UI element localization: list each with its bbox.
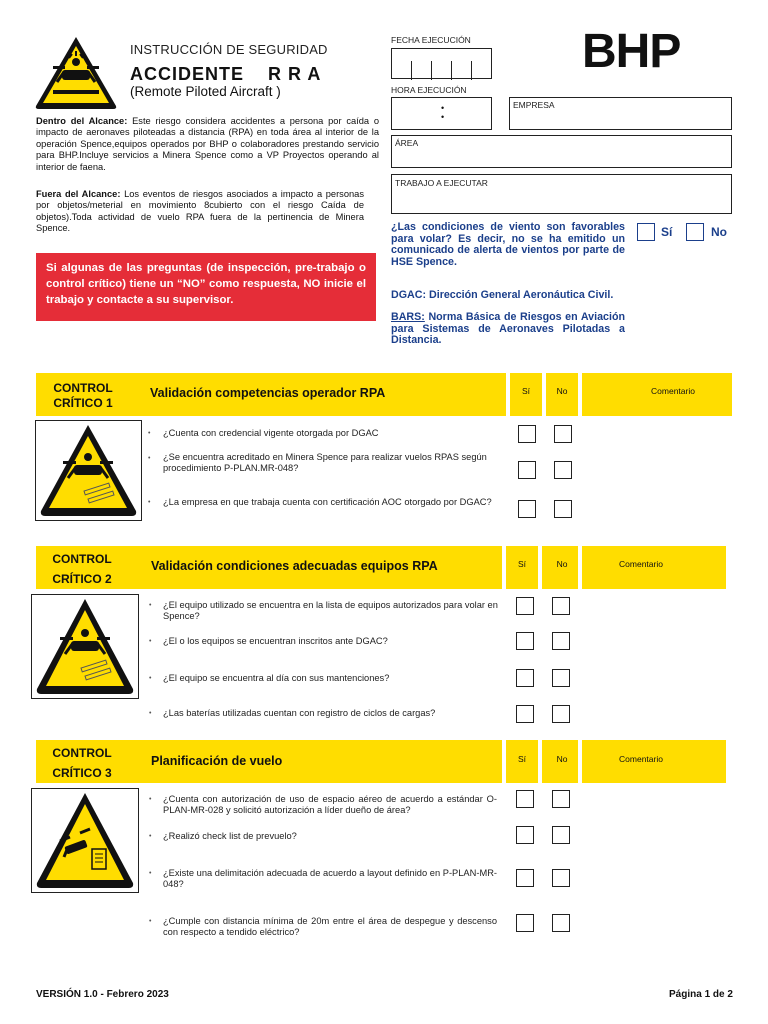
bullet-icon: • — [148, 455, 151, 462]
work-label: TRABAJO A EJECUTAR — [395, 178, 488, 188]
section-3-q3-si-checkbox[interactable] — [516, 869, 534, 887]
section-1-control-label: CONTROL CRÍTICO 1 — [53, 381, 113, 410]
section-3-col-comment: Comentario — [619, 754, 663, 764]
section-3-q4-si-checkbox[interactable] — [516, 914, 534, 932]
section-2-question-2: ¿El o los equipos se encuentran inscritos ante DGAC? — [163, 636, 388, 646]
section-1-sign-frame — [35, 420, 142, 521]
section-1-q3-no-checkbox[interactable] — [554, 500, 572, 518]
wind-yes-checkbox[interactable] — [637, 223, 655, 241]
section-2-col-comment: Comentario — [619, 559, 663, 569]
scope-out-text: Los eventos de riesgos asociados a impacto a personas por objetos/meterial en movimiento 8cubierto con el riesgo Caída de objetos).Toda actividad de vuelo RPA fuera de la pertinencia de Minera Spence. — [36, 189, 364, 234]
section-2-q4-si-checkbox[interactable] — [516, 705, 534, 723]
bullet-icon: • — [148, 430, 151, 437]
section-3-col-si: Sí — [517, 754, 527, 764]
section-3-col-no: No — [556, 754, 568, 764]
section-2-question-4: ¿Las baterías utilizadas cuentan con registro de ciclos de cargas? — [163, 708, 436, 718]
scope-in-paragraph — [36, 116, 379, 173]
section-1-col-si: Sí — [521, 386, 531, 396]
section-3-q2-no-checkbox[interactable] — [552, 826, 570, 844]
section-1-q2-no-checkbox[interactable] — [554, 461, 572, 479]
section-1-question-2: ¿Se encuentra acreditado en Minera Spence para realizar vuelos RPAS según procedimiento P-PLAN.MR-048? — [163, 452, 487, 473]
section-1-question-1: ¿Cuenta con credencial vigente otorgada por DGAC — [163, 428, 379, 438]
bullet-icon: • — [149, 602, 152, 609]
section-1-question-3: ¿La empresa en que trabaja cuenta con certificación AOC otorgado por DGAC? — [163, 497, 492, 507]
work-field[interactable] — [391, 174, 732, 214]
bullet-icon: • — [149, 870, 152, 877]
time-field[interactable] — [391, 97, 492, 130]
section-2-question-1: ¿El equipo utilizado se encuentra en la lista de equipos autorizados para volar en Spence? — [163, 600, 498, 621]
drone-hazard-warning-icon — [32, 595, 138, 698]
bullet-icon: • — [149, 675, 152, 682]
stop-work-warning: Si algunas de las preguntas (de inspección, pre-trabajo o control crítico) tiene un “NO” como respuesta, NO inicie el trabajo y contacte a su supervisor. — [36, 253, 376, 321]
drone-hazard-warning-icon — [36, 421, 141, 520]
section-3-control-label: CONTROL CRÍTICO 3 — [52, 746, 112, 780]
bullet-icon: • — [149, 918, 152, 925]
bullet-icon: • — [149, 833, 152, 840]
section-1-q2-si-checkbox[interactable] — [518, 461, 536, 479]
section-3-question-4: ¿Cumple con distancia mínima de 20m entre el área de despegue y descenso con respecto a tendido eléctrico? — [163, 916, 497, 937]
section-3-title: Planificación de vuelo — [151, 754, 283, 768]
document-title: ACCIDENTE R R A — [130, 64, 322, 84]
section-2-col-si: Sí — [517, 559, 527, 569]
scope-out-paragraph — [36, 189, 364, 235]
bars-definition — [391, 312, 625, 347]
section-2-q3-si-checkbox[interactable] — [516, 669, 534, 687]
section-2-q1-no-checkbox[interactable] — [552, 597, 570, 615]
section-2-title: Validación condiciones adecuadas equipos RPA — [151, 559, 438, 573]
section-1-col-no: No — [556, 386, 568, 396]
section-3-q3-no-checkbox[interactable] — [552, 869, 570, 887]
section-2-q1-si-checkbox[interactable] — [516, 597, 534, 615]
wind-yes-label: Sí — [661, 225, 673, 239]
document-subtitle: (Remote Piloted Aircraft ) — [130, 84, 281, 99]
scope-out-label: Fuera del Alcance: — [36, 189, 121, 199]
section-2-q2-no-checkbox[interactable] — [552, 632, 570, 650]
bullet-icon: • — [148, 499, 151, 506]
section-2-q4-no-checkbox[interactable] — [552, 705, 570, 723]
section-3-question-1: ¿Cuenta con autorización de uso de espacio aéreo de acuerdo a estándar O-PLAN-MR-028 y solicitó autorización a líder dueño de área? — [163, 794, 497, 815]
section-3-sign-frame — [31, 788, 139, 893]
bars-abbr: BARS: — [391, 311, 425, 323]
wind-question: ¿Las condiciones de viento son favorables para volar? Es decir, no se ha emitido un comunicado de alerta de vientos por parte de HSE Spence. — [391, 221, 625, 268]
area-label: ÁREA — [395, 138, 419, 148]
company-field[interactable] — [509, 97, 732, 130]
section-3-q1-no-checkbox[interactable] — [552, 790, 570, 808]
scope-in-label: Dentro del Alcance: — [36, 116, 128, 126]
bullet-icon: • — [149, 796, 152, 803]
scope-in-text: Este riesgo considera accidentes a persona por caída o impacto de aeronaves piloteadas a distancia (RPA) en toda área al interior de la operación Spence,equipos operados por BHP o colaboradores prestando servicio para BHP.Incluye servicios a Minera Spence como a VP Proyectos operando al interior de faena. — [36, 116, 379, 172]
section-2-col-no: No — [556, 559, 568, 569]
drone-checklist-warning-icon — [32, 789, 138, 892]
section-2-control-label: CONTROL CRÍTICO 2 — [52, 552, 112, 586]
section-3-q4-no-checkbox[interactable] — [552, 914, 570, 932]
bhp-logo: BHP — [582, 25, 681, 78]
page-number: Página 1 de 2 — [669, 989, 733, 1000]
section-1-title: Validación competencias operador RPA — [150, 386, 386, 400]
dgac-text: Dirección General Aeronáutica Civil. — [426, 289, 614, 301]
section-3-q1-si-checkbox[interactable] — [516, 790, 534, 808]
section-2-sign-frame — [31, 594, 139, 699]
dgac-definition — [391, 290, 631, 302]
bullet-icon: • — [149, 710, 152, 717]
date-field[interactable] — [391, 48, 492, 79]
dgac-abbr: DGAC: — [391, 289, 427, 301]
company-label: EMPRESA — [513, 100, 555, 110]
section-1-q1-si-checkbox[interactable] — [518, 425, 536, 443]
wind-no-checkbox[interactable] — [686, 223, 704, 241]
section-3-question-2: ¿Realizó check list de prevuelo? — [163, 831, 297, 841]
time-separator: • • — [441, 103, 445, 122]
section-2-question-3: ¿El equipo se encuentra al día con sus mantenciones? — [163, 673, 390, 683]
drone-hazard-warning-icon — [33, 34, 119, 110]
section-2-q2-si-checkbox[interactable] — [516, 632, 534, 650]
document-type: INSTRUCCIÓN DE SEGURIDAD — [130, 42, 328, 57]
section-1-q3-si-checkbox[interactable] — [518, 500, 536, 518]
bars-text: Norma Básica de Riesgos en Aviación para Sistemas de Aeronaves Pilotadas a Distancia. — [391, 311, 625, 347]
section-3-question-3: ¿Existe una delimitación adecuada de acuerdo a layout definido en P-PLAN-MR-048? — [163, 868, 497, 889]
section-1-col-comment: Comentario — [651, 386, 695, 396]
section-2-q3-no-checkbox[interactable] — [552, 669, 570, 687]
bullet-icon: • — [149, 638, 152, 645]
section-3-q2-si-checkbox[interactable] — [516, 826, 534, 844]
date-label: FECHA EJECUCIÓN — [391, 35, 471, 45]
version-label: VERSIÓN 1.0 - Febrero 2023 — [36, 989, 169, 1000]
wind-no-label: No — [711, 225, 727, 239]
section-1-q1-no-checkbox[interactable] — [554, 425, 572, 443]
area-field[interactable] — [391, 135, 732, 168]
time-label: HORA EJECUCIÓN — [391, 85, 467, 95]
